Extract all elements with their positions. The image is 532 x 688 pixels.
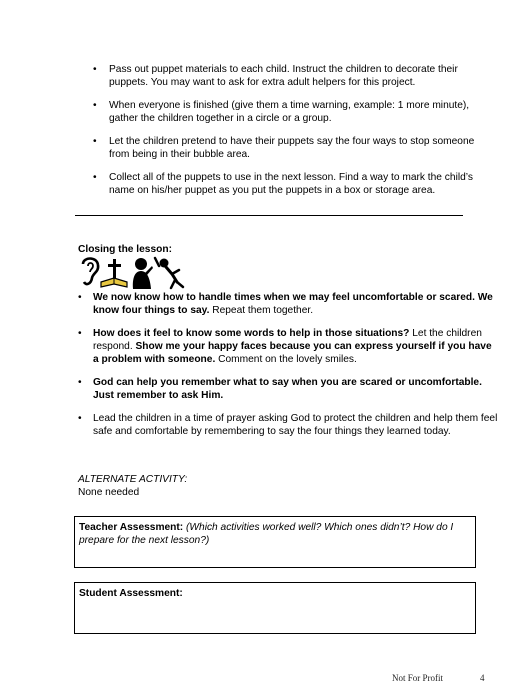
student-assessment-text (79, 587, 471, 600)
closing-bullet-2-bold: How does it feel to know some words to help in those situations? (93, 328, 410, 339)
teacher-assessment-box[interactable] (74, 516, 476, 568)
activity-bullet-2: When everyone is finished (give them a time warning, example: 1 more minute), gather the children together in a circle or a group. (109, 100, 470, 124)
bullet-marker: • (78, 292, 82, 303)
praying-child-icon (133, 258, 153, 289)
bullet-marker: • (78, 377, 82, 388)
bullet-marker: • (93, 64, 97, 75)
page-number: 4 (480, 673, 485, 683)
ear-icon (83, 259, 98, 285)
closing-bullet-2-normal: Let the children respond. (93, 328, 482, 352)
bullet-marker: • (78, 328, 82, 339)
closing-bullet-1-bold: We now know how to handle times when we may feel uncomfortable or scared. We know four things to say. (93, 292, 493, 316)
closing-heading: Closing the lesson: (78, 244, 172, 255)
closing-bullet-3 (93, 376, 498, 402)
teacher-assessment-prompt: (Which activities worked well? Which ones didn’t? How do I prepare for the next lesson?) (79, 522, 454, 546)
activity-bullet-3: Let the children pretend to have their puppets say the four ways to stop someone from being in their bubble area. (109, 136, 475, 160)
closing-bullet-2-normal2: Comment on the lovely smiles. (215, 354, 357, 365)
closing-bullet-4: Lead the children in a time of prayer asking God to protect the children and help them feel safe and comfortable by remembering to say the four things they learned today. (93, 413, 498, 437)
closing-bullet-2-bold2: Show me your happy faces because you can express yourself if you have a problem with someone. (93, 341, 492, 365)
teacher-assessment-label: Teacher Assessment: (79, 522, 184, 533)
activity-bullet-4: Collect all of the puppets to use in the next lesson. Find a way to mark the child’s name on his/her puppet as you put the puppets in a box or storage area. (109, 172, 473, 196)
footer-text: Not For Profit (392, 673, 444, 683)
activity-bullet-1: Pass out puppet materials to each child. Instruct the children to decorate their puppets. You may want to ask for extra adult helpers for this project. (109, 64, 458, 88)
alternate-activity-value: None needed (78, 487, 140, 498)
bullet-marker: • (78, 413, 82, 424)
alternate-activity-label: ALTERNATE ACTIVITY: (78, 474, 188, 485)
bullet-marker: • (93, 136, 97, 147)
bullet-marker: • (93, 172, 97, 183)
closing-bullet-2 (93, 327, 498, 366)
student-assessment-label: Student Assessment: (79, 588, 183, 599)
teacher-assessment-text (79, 521, 471, 547)
section-divider (75, 215, 463, 216)
bible-cross-icon (101, 259, 127, 287)
student-assessment-box[interactable] (74, 582, 476, 634)
closing-bullet-3-bold: God can help you remember what to say when you are scared or uncomfortable. Just remember to ask Him. (93, 377, 482, 401)
closing-bullet-1 (93, 291, 498, 317)
stretching-child-icon (155, 258, 183, 288)
bullet-marker: • (93, 100, 97, 111)
closing-icons (79, 256, 189, 290)
closing-bullet-1-normal: Repeat them together. (209, 305, 314, 316)
